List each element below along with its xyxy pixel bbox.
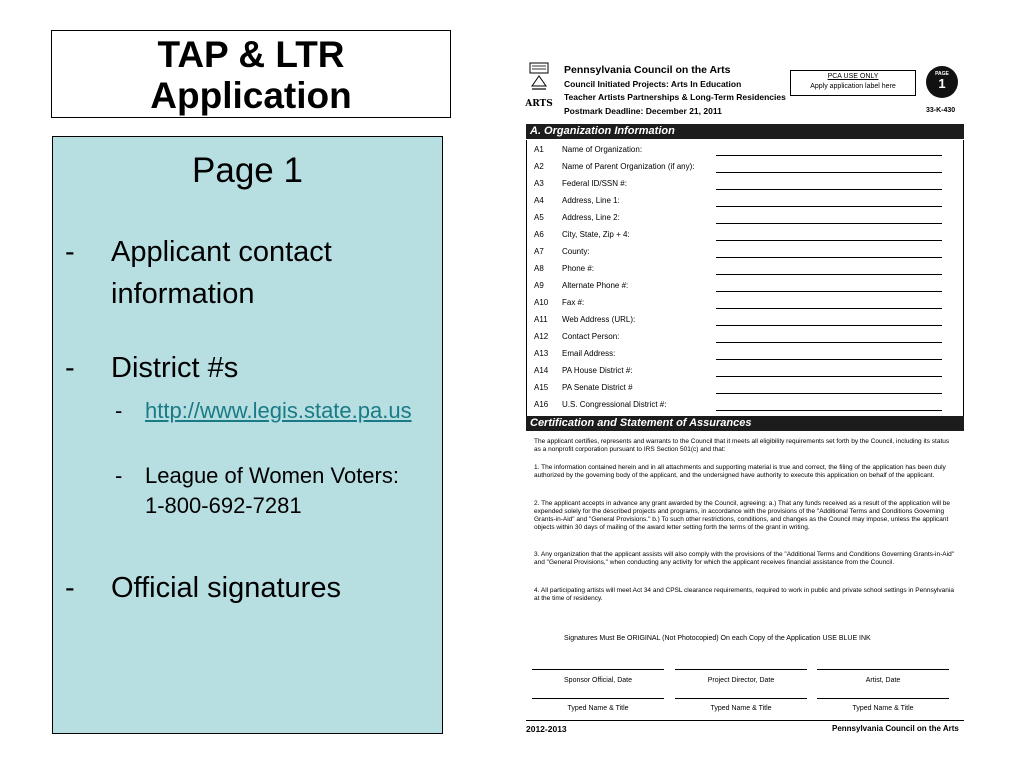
field-label: Name of Organization: [562,145,643,154]
pca-use-only-title: PCA USE ONLY [827,73,879,80]
field-line [716,172,942,173]
legis-link[interactable]: http://www.legis.state.pa.us [145,398,412,423]
section-a-header: A. Organization Information [526,124,964,139]
field-id: A14 [534,366,549,375]
field-row [530,210,960,227]
field-row [530,380,960,397]
field-row [530,193,960,210]
signature-line [532,669,664,670]
sub-bullet-text: League of Women Voters: 1-800-692-7281 [145,463,399,518]
cert-paragraph: 3. Any organization that the applicant assists will also comply with the provisions of the "Additional Terms and Conditions Governing Grants-in-Aid" and "General Provisions," when conducting any activity for which the applicant receives financial assistance from the Council. [534,551,954,566]
field-line [716,223,942,224]
field-label: Alternate Phone #: [562,281,629,290]
signature-label: Project Director, Date [707,677,775,684]
field-row [530,176,960,193]
field-label: City, State, Zip + 4: [562,230,630,239]
field-id: A1 [534,145,544,154]
sub-bullet-dash: - [115,398,123,423]
field-line [716,393,942,394]
certification-header: Certification and Statement of Assurances [526,416,964,431]
field-id: A8 [534,264,544,273]
field-label: County: [562,247,590,256]
footer-year: 2012-2013 [526,724,567,734]
slide-title-line-1: TAP & LTR [157,34,345,75]
field-label: Address, Line 2: [562,213,620,222]
field-row [530,159,960,176]
field-row [530,312,960,329]
field-row [530,346,960,363]
field-line [716,308,942,309]
pca-logo-icon [525,62,553,112]
typed-name-line [817,698,949,699]
field-id: A2 [534,162,544,171]
field-label: Name of Parent Organization (if any): [562,162,695,171]
field-label: Contact Person: [562,332,620,341]
field-line [716,274,942,275]
typed-name-line [675,698,807,699]
field-id: A16 [534,400,549,409]
cert-paragraph: 1. The information contained herein and in all attachments and supporting material is true and correct, the filing of the application has been duly authorized by the governing body of the applicant, and the undersigned have authority to execute this application on behalf of the applicant. [534,464,946,479]
field-label: Fax #: [562,298,585,307]
page-badge-number: 1 [938,76,946,91]
field-line [716,359,942,360]
field-line [716,189,942,190]
pca-use-only-note: Apply application label here [810,83,896,90]
field-line [716,376,942,377]
cert-paragraph: 2. The applicant accepts in advance any grant awarded by the Council, agreeing: a.) That any funds received as a result of the application will be expended solely for the described projects and programs, in accordance with the provisions of the "Additional Terms and Conditions Governing Grants-in-Aid" and "General Provisions." b.) To such other restrictions, conditions, and changes as the Council may impose, unless the applicant objects within 30 days of mailing of the award letter setting forth the terms of the grant in writing. [534,500,951,531]
field-line [716,325,942,326]
bullet-dash: - [65,352,75,384]
field-id: A9 [534,281,544,290]
field-row [530,244,960,261]
signature-line [817,669,949,670]
bullet-text: Official signatures [111,572,341,604]
bullet-text: Applicant contact information [111,236,332,310]
field-line [716,257,942,258]
field-label: PA House District #: [562,366,633,375]
field-line [716,206,942,207]
form-org-name: Pennsylvania Council on the Arts [564,64,731,76]
field-label: PA Senate District # [562,383,633,392]
field-id: A15 [534,383,549,392]
field-row [530,363,960,380]
form-right-border [963,140,964,423]
field-row [530,278,960,295]
slide-title-line-2: Application [150,75,352,116]
bullet-dash: - [65,572,75,604]
field-line [716,342,942,343]
field-line [716,155,942,156]
typed-name-line [532,698,664,699]
field-id: A7 [534,247,544,256]
signature-note: Signatures Must Be ORIGINAL (Not Photocopied) On each Copy of the Application USE BLUE INK [564,635,871,642]
form-header-line: Council Initiated Projects: Arts In Education [564,79,742,89]
field-line [716,410,942,411]
cert-paragraph: 4. All participating artists will meet Act 34 and CPSL clearance requirements, required to work in public and private school settings in Pennsylvania at the time of residency. [534,587,954,602]
form-deadline: Postmark Deadline: December 21, 2011 [564,106,722,116]
field-row [530,329,960,346]
field-id: A11 [534,315,548,324]
sub-bullet-dash: - [115,463,123,488]
field-id: A10 [534,298,549,307]
bullet-dash: - [65,236,75,268]
form-left-border [526,140,527,423]
typed-name-label: Typed Name & Title [710,705,772,712]
field-label: Phone #: [562,264,595,273]
typed-name-label: Typed Name & Title [852,705,914,712]
page-heading: Page 1 [192,151,303,190]
field-line [716,291,942,292]
field-label: Federal ID/SSN #: [562,179,627,188]
signature-line [675,669,807,670]
cert-paragraph: The applicant certifies, represents and warrants to the Council that it meets all eligibility requirements set forth by the Council, including its status as a nonprofit corporation pursuant to IRS Section 501(c) and that: [534,438,950,453]
footer-rule [526,720,964,721]
pca-use-only-box [790,70,916,96]
field-row [530,397,960,414]
form-header-line: Teacher Artists Partnerships & Long-Term Residencies [564,92,786,102]
form-code: 33-K-430 [926,107,956,114]
field-row [530,261,960,278]
field-id: A3 [534,179,544,188]
field-id: A4 [534,196,544,205]
field-row [530,142,960,159]
field-label: Web Address (URL): [562,315,636,324]
field-id: A12 [534,332,549,341]
slide-title [51,30,451,118]
page-badge-label: PAGE [935,71,949,77]
field-label: Email Address: [562,349,616,358]
svg-text:ARTS: ARTS [525,99,553,109]
signature-label: Sponsor Official, Date [564,677,632,684]
field-line [716,240,942,241]
notes-panel [52,136,443,734]
bullet-text: District #s [111,352,239,384]
field-label: Address, Line 1: [562,196,620,205]
typed-name-label: Typed Name & Title [567,705,629,712]
field-id: A6 [534,230,544,239]
field-id: A5 [534,213,544,222]
field-row [530,227,960,244]
page-badge [926,66,958,98]
footer-org: Pennsylvania Council on the Arts [832,724,959,733]
application-form-scan [522,60,968,740]
field-label: U.S. Congressional District #: [562,400,667,409]
field-id: A13 [534,349,549,358]
field-row [530,295,960,312]
signature-label: Artist, Date [865,677,901,684]
